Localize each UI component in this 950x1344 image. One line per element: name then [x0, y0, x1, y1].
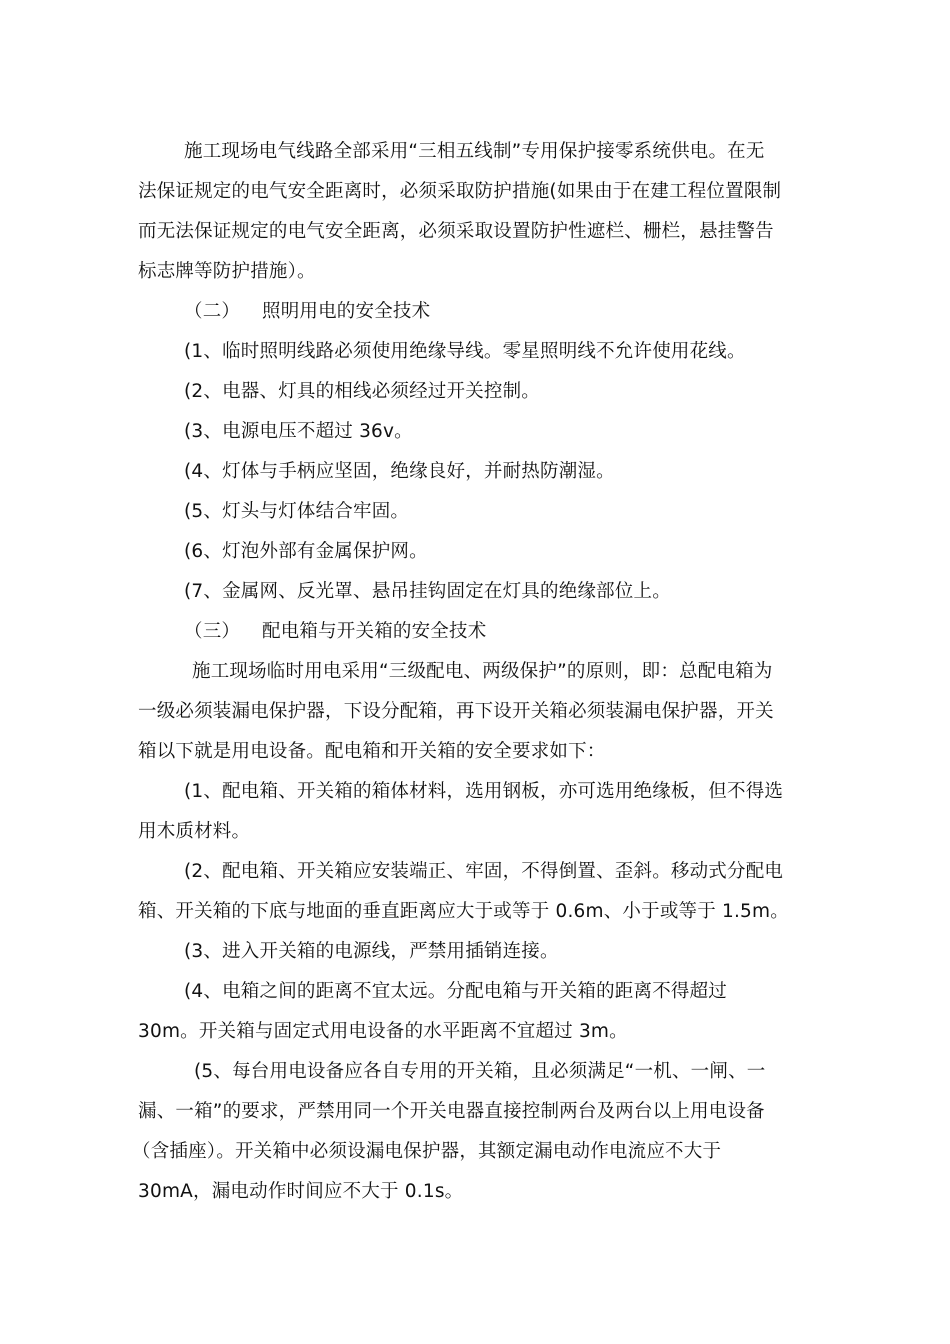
list-item: (2、电器、灯具的相线必须经过开关控制。 — [184, 381, 540, 402]
section-title: 照明用电的安全技术 — [262, 301, 431, 322]
list-item: (4、电箱之间的距离不宜太远。分配电箱与开关箱的距离不得超过 — [184, 981, 727, 1002]
section-number: （三） — [184, 621, 241, 642]
list-item: (2、配电箱、开关箱应安装端正、牢固，不得倒置、歪斜。移动式分配电 — [184, 861, 784, 882]
list-item-continuation: 30mA，漏电动作时间应不大于 0.1s。 — [138, 1181, 464, 1202]
text-line: 施工现场临时用电采用“三级配电、两级保护”的原则，即：总配电箱为 — [192, 661, 773, 682]
section-number: （二） — [184, 301, 241, 322]
list-item: (5、每台用电设备应各自专用的开关箱，且必须满足“一机、一闸、一 — [194, 1061, 766, 1082]
list-item-continuation: 用木质材料。 — [138, 821, 251, 842]
list-item-continuation: 箱、开关箱的下底与地面的垂直距离应大于或等于 0.6m、小于或等于 1.5m。 — [138, 901, 789, 922]
list-item: (1、配电箱、开关箱的箱体材料，选用钢板，亦可选用绝缘板，但不得选 — [184, 781, 784, 802]
text-line: 法保证规定的电气安全距离时，必须采取防护措施(如果由于在建工程位置限制 — [138, 181, 782, 202]
text-line: 箱以下就是用电设备。配电箱和开关箱的安全要求如下： — [138, 741, 606, 762]
list-item-continuation: （含插座）。开关箱中必须设漏电保护器，其额定漏电动作电流应不大于 — [132, 1141, 722, 1162]
text-line: 施工现场电气线路全部采用“三相五线制”专用保护接零系统供电。在无 — [184, 141, 765, 162]
section-title: 配电箱与开关箱的安全技术 — [262, 621, 487, 642]
section-heading-lighting — [0, 300, 950, 324]
list-item: (4、灯体与手柄应坚固，绝缘良好，并耐热防潮湿。 — [184, 461, 615, 482]
text-line: 而无法保证规定的电气安全距离，必须采取设置防护性遮栏、栅栏，悬挂警告 — [138, 221, 774, 242]
list-item-continuation: 30m。开关箱与固定式用电设备的水平距离不宜超过 3m。 — [138, 1021, 628, 1042]
list-item: (7、金属网、反光罩、悬吊挂钩固定在灯具的绝缘部位上。 — [184, 581, 671, 602]
list-item: (6、灯泡外部有金属保护网。 — [184, 541, 428, 562]
text-line: 一级必须装漏电保护器，下设分配箱，再下设开关箱必须装漏电保护器，开关 — [138, 701, 774, 722]
list-item: (1、临时照明线路必须使用绝缘导线。零星照明线不允许使用花线。 — [184, 341, 746, 362]
list-item-continuation: 漏、一箱”的要求，严禁用同一个开关电器直接控制两台及两台以上用电设备 — [138, 1101, 765, 1122]
text-line: 标志牌等防护措施）。 — [138, 261, 316, 282]
list-item: (5、灯头与灯体结合牢固。 — [184, 501, 410, 522]
list-item: (3、进入开关箱的电源线，严禁用插销连接。 — [184, 941, 559, 962]
list-item: (3、电源电压不超过 36v。 — [184, 421, 413, 442]
section-heading-distribution-box — [0, 620, 950, 644]
